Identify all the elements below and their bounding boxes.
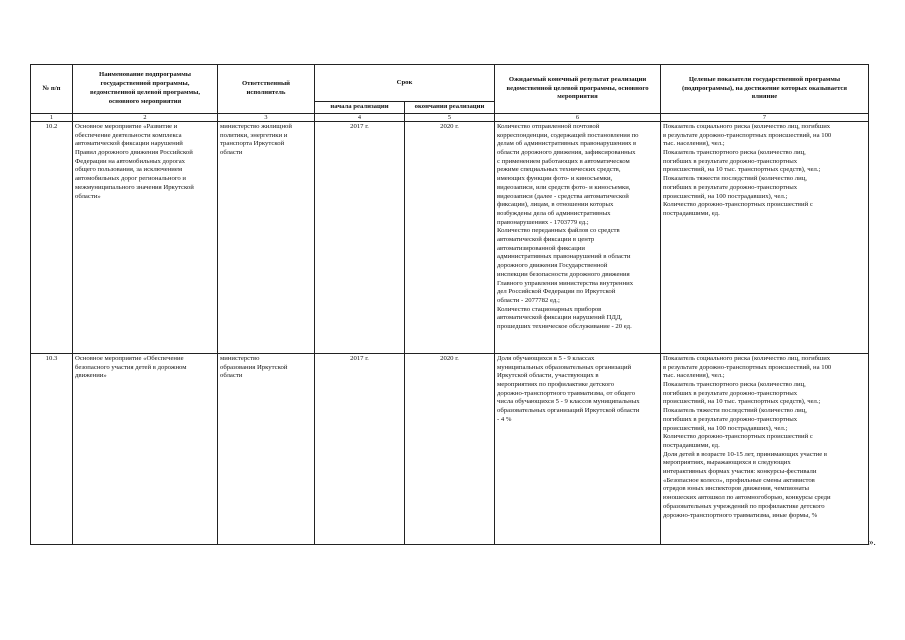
text-line: имеющих функции фото- и киносъемки, (497, 175, 613, 183)
text-line: мероприятиях по профилактике детского (497, 381, 615, 389)
text-line: Показатель транспортного риска (количество лиц, (663, 381, 806, 389)
column-number: 1 (31, 113, 73, 121)
text-line: Целевые показатели государственной программы (688, 75, 841, 83)
text-line: образовательных учреждений по профилактике детского (663, 502, 825, 510)
text-line: общего пользования, за исключением (75, 166, 183, 174)
text-line: Ответственный (241, 80, 291, 88)
header-result (495, 65, 661, 114)
column-number: 3 (218, 113, 315, 121)
text-line: обеспечение деятельности комплекса (75, 131, 182, 139)
text-line: административных правонарушений в области (497, 253, 631, 261)
text-line: «Безопасное колесо», профильные смены активистов (663, 476, 815, 484)
closing-quote-mark: ». (869, 537, 876, 547)
text-line: тыс. населения), чел.; (663, 372, 725, 380)
text-line: инспекции безопасности дорожного движения (497, 270, 630, 278)
text-line: в результате дорожно-транспортных происшествий, на 100 (663, 131, 832, 139)
text-line: государственной программы, (100, 80, 190, 88)
column-number: 6 (495, 113, 661, 121)
end-year: 2020 г. (405, 121, 495, 353)
text-line: основного мероприятия (108, 97, 182, 105)
responsible-executor (218, 121, 315, 353)
text-line: погибших в результате дорожно-транспортных (663, 389, 798, 397)
table-row (31, 121, 869, 353)
text-line: дорожно-транспортного травматизма, иные формы, % (663, 511, 818, 519)
text-line: юношеских автошкол по автомногоборью, конкурсы среди (663, 494, 831, 502)
header-name (73, 65, 218, 114)
text-line: происшествий, на 100 пострадавших), чел.; (663, 424, 788, 432)
text-line: Количество дорожно-транспортных происшествий с (663, 433, 813, 441)
text-line: интерактивных формах участия: конкурсы-фестивали (663, 468, 817, 476)
header-executor (218, 65, 315, 114)
text-line: фиксации), лицам, в отношении которых (497, 201, 614, 209)
text-line: Наименование подпрограммы (99, 71, 191, 79)
text-line: дорожно-транспортного травматизма, от общего (497, 389, 636, 397)
text-line: области - 2077782 ед.; (497, 296, 560, 304)
text-line: области» (75, 192, 101, 200)
program-table (30, 64, 869, 545)
header-term: Срок (315, 65, 495, 102)
text-line: транспорта Иркутской (220, 140, 285, 148)
text-line: мероприятиях, выражающихся в следующих (663, 459, 791, 467)
text-line: политики, энергетики и (220, 131, 288, 139)
text-line: ведомственной целевой программы, основного (506, 84, 649, 92)
target-indicators (661, 353, 869, 544)
text-line: области дорожного движения, зафиксированных (497, 149, 636, 157)
end-year: 2020 г. (405, 353, 495, 544)
text-line: погибших в результате дорожно-транспортных (663, 157, 798, 165)
text-line: министерство (220, 354, 260, 362)
text-line: муниципальных образовательных организаций (497, 363, 632, 371)
text-line: тыс. населения), чел.; (663, 140, 725, 148)
text-line: автоматической фиксации в центр (497, 236, 595, 244)
text-line: (подпрограммы), на достижение которых оказывается (681, 84, 848, 92)
expected-result (495, 353, 661, 544)
start-year: 2017 г. (315, 121, 405, 353)
text-line: автоматической фиксации нарушений ПДД, (497, 314, 623, 322)
text-line: дорожного движения Государственной (497, 262, 608, 270)
text-line: образования Иркутской (220, 363, 288, 371)
text-line: - 4 % (497, 415, 512, 423)
text-line: видеозаписи (далее - средства автоматической (497, 192, 629, 200)
text-line: Количество стационарных приборов (497, 305, 602, 313)
measure-name (73, 353, 218, 544)
row-number: 10.2 (31, 121, 73, 353)
text-line: министерство жилищной (220, 122, 292, 130)
text-line: дел Российской Федерации по Иркутской (497, 288, 616, 296)
text-line: происшествий, на 10 тыс. транспортных средств), чел.; (663, 166, 821, 174)
text-line: Главного управления министерства внутренних (497, 279, 634, 287)
text-line: движении» (75, 372, 107, 380)
text-line: межмуниципального значения Иркутской (75, 183, 194, 191)
text-line: пострадавшими, ед. (663, 209, 720, 217)
text-line: Иркутской области, участвующих в (497, 372, 599, 380)
text-line: исполнитель (246, 88, 286, 96)
text-line: Основное мероприятие «Развитие и (75, 122, 178, 130)
text-line: возбуждены дела об административных (497, 209, 611, 217)
text-line: образовательных организаций Иркутской области (497, 407, 640, 415)
text-line: Количество отправленной почтовой (497, 122, 600, 130)
text-line: ведомственной целевой программы, (89, 88, 201, 96)
text-line: происшествий, на 100 пострадавших), чел.; (663, 192, 788, 200)
text-line: Показатель социального риска (количество лиц, погибших (663, 354, 831, 362)
column-number: 7 (661, 113, 869, 121)
text-line: происшествий, на 10 тыс. транспортных средств), чел.; (663, 398, 821, 406)
column-numbers-row (31, 113, 869, 121)
column-number: 5 (405, 113, 495, 121)
text-line: автоматической фиксации нарушений (75, 140, 183, 148)
text-line: мероприятия (557, 93, 598, 101)
program-table-sheet (30, 64, 868, 545)
text-line: области (220, 149, 243, 157)
text-line: прошедших техническое обслуживание - 20 ед. (497, 323, 632, 331)
text-line: безопасного участия детей в дорожном (75, 363, 187, 371)
text-line: в результате дорожно-транспортных происшествий, на 100 (663, 363, 832, 371)
text-line: Основное мероприятие «Обеспечение (75, 354, 184, 362)
text-line: видеозаписи, или средств фото- и киносъемки, (497, 183, 631, 191)
column-number: 4 (315, 113, 405, 121)
text-line: Федерации на автомобильных дорогах (75, 157, 186, 165)
text-line: Количество дорожно-транспортных происшествий с (663, 201, 813, 209)
text-line: режиме специальных технических средств, (497, 166, 621, 174)
text-line: Показатель тяжести последствий (количество лиц, (663, 175, 807, 183)
text-line: Доля детей в возрасте 10-15 лет, принимающих участие в (663, 450, 828, 458)
header-term-end: окончания реализации (405, 102, 495, 114)
text-line: Показатель социального риска (количество лиц, погибших (663, 122, 831, 130)
text-line: влияние (751, 93, 778, 101)
text-line: погибших в результате дорожно-транспортных (663, 183, 798, 191)
text-line: делам об административных правонарушениях в (497, 140, 637, 148)
text-line: Показатель транспортного риска (количество лиц, (663, 149, 806, 157)
row-number: 10.3 (31, 353, 73, 544)
text-line: автомобильных дорог регионального и (75, 175, 186, 183)
text-line: погибших в результате дорожно-транспортных (663, 415, 798, 423)
text-line: Ожидаемый конечный результат реализации (508, 75, 647, 83)
expected-result (495, 121, 661, 353)
start-year: 2017 г. (315, 353, 405, 544)
text-line: области (220, 372, 243, 380)
text-line: Правил дорожного движения Российской (75, 149, 193, 157)
text-line: Доля обучающихся в 5 - 9 классах (497, 354, 595, 362)
header-term-start: начала реализации (315, 102, 405, 114)
target-indicators (661, 121, 869, 353)
text-line: числа обучающихся 5 - 9 классов муниципальных (497, 398, 640, 406)
text-line: автоматизированной фиксации (497, 244, 585, 252)
text-line: пострадавшими, ед. (663, 441, 720, 449)
text-line: правонарушениях - 1703779 ед.; (497, 218, 589, 226)
measure-name (73, 121, 218, 353)
responsible-executor (218, 353, 315, 544)
text-line: отрядов юных инспекторов движения, чемпионаты (663, 485, 809, 493)
text-line: с применением работающих в автоматическом (497, 157, 630, 165)
table-row (31, 353, 869, 544)
text-line: корреспонденции, содержащей постановления по (497, 131, 639, 139)
text-line: Количество переданных файлов со средств (497, 227, 620, 235)
column-number: 2 (73, 113, 218, 121)
header-num: № п/п (31, 65, 73, 114)
header-indicators (661, 65, 869, 114)
text-line: Показатель тяжести последствий (количество лиц, (663, 407, 807, 415)
